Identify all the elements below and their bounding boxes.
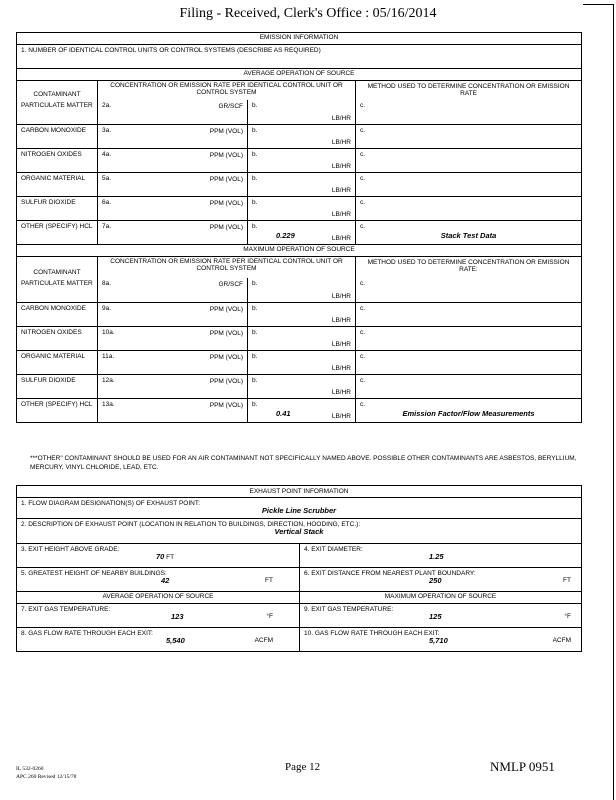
unit-label: LB/HR: [331, 234, 351, 242]
unit-label: PPM (VOL): [209, 330, 243, 337]
exit-height-field[interactable]: [17, 544, 299, 567]
exit-diameter-field[interactable]: [299, 544, 581, 567]
document-id: NMLP 0951: [490, 759, 555, 774]
avg-exit-gas-temperature-field[interactable]: [17, 604, 299, 627]
method-field[interactable]: [355, 351, 581, 374]
field-label: c.: [360, 353, 366, 360]
field-label: b.: [252, 127, 258, 134]
method-field[interactable]: [355, 303, 581, 326]
field-label: b.: [252, 223, 258, 230]
concentration-field[interactable]: [97, 327, 247, 350]
concentration-field[interactable]: [97, 100, 247, 124]
unit-label: GR/SCF: [218, 103, 243, 110]
field-value: 0.229: [276, 231, 295, 241]
field-label: 5a.: [102, 175, 112, 182]
method-field[interactable]: [355, 278, 581, 302]
contaminant-row: [17, 172, 581, 196]
field-label: 10a.: [102, 329, 115, 336]
emission-rate-field[interactable]: [247, 173, 355, 196]
unit-label: PPM (VOL): [209, 176, 243, 183]
emission-rate-field[interactable]: [247, 197, 355, 220]
other-contaminant-note: ***OTHER" CONTAMINANT SHOULD BE USED FOR AN AIR CONTAMINANT NOT SPECIFICALLY NAMED ABOVE. POSSIBLE OTHER CONTAMINANTS ARE ASBESTOS, BERYLLIUM, MERCURY, VINYL CHLORIDE, LEAD, ETC.: [30, 455, 577, 472]
contaminant-name: NITROGEN OXIDES: [21, 329, 82, 336]
field-label: b.: [252, 280, 258, 287]
field-label: c.: [360, 127, 366, 134]
field-value: Vertical Stack: [274, 527, 324, 537]
field-value: 125: [429, 612, 442, 622]
field-label: b.: [252, 401, 258, 408]
field-label: 11a.: [102, 353, 115, 360]
field-label: 7a.: [102, 223, 112, 230]
method-field[interactable]: [355, 149, 581, 172]
field-label: c.: [360, 329, 366, 336]
contaminant-name: SULFUR DIOXIDE: [21, 199, 76, 206]
exhaust-description-field[interactable]: [17, 519, 581, 543]
field-label: 12a.: [102, 377, 115, 384]
field-label: c.: [360, 401, 366, 408]
field-label: 2a.: [102, 102, 112, 109]
unit-label: PPM (VOL): [209, 224, 243, 231]
field-label: b.: [252, 151, 258, 158]
field-value: 123: [171, 612, 184, 622]
concentration-field[interactable]: [97, 125, 247, 148]
field-unit: ACFM: [552, 637, 571, 645]
contaminant-row: [17, 374, 581, 398]
plant-boundary-distance-field[interactable]: [299, 568, 581, 591]
unit-label: PPM (VOL): [209, 128, 243, 135]
field-unit: FT: [166, 554, 175, 562]
concentration-field[interactable]: [97, 197, 247, 220]
field-unit: °F: [564, 613, 571, 621]
column-header: CONTAMINANT: [33, 268, 81, 276]
contaminant-row: [17, 196, 581, 220]
unit-label: PPM (VOL): [209, 402, 243, 409]
field-value: 5,540: [166, 636, 185, 646]
field-label: 9a.: [102, 305, 112, 312]
page-edge-line: [583, 4, 614, 5]
unit-label: LB/HR: [331, 210, 351, 218]
emission-rate-field[interactable]: [247, 375, 355, 398]
field-label: 3. EXIT HEIGHT ABOVE GRADE:: [21, 546, 120, 553]
contaminant-row: [17, 350, 581, 374]
method-field[interactable]: [355, 197, 581, 220]
field-label: b.: [252, 102, 258, 109]
field-value: Pickle Line Scrubber: [261, 506, 337, 516]
field-label: 4. EXIT DIAMETER:: [304, 546, 363, 553]
emission-rate-field[interactable]: [247, 303, 355, 326]
field-value: 5,710: [429, 636, 448, 646]
emission-rate-field[interactable]: [247, 327, 355, 350]
emission-rate-field[interactable]: [247, 399, 355, 422]
field-label: 6. EXIT DISTANCE FROM NEAREST PLANT BOUNDARY:: [304, 570, 476, 577]
column-header: CONCENTRATION OR EMISSION RATE PER IDENTICAL CONTROL UNIT OR CONTROL SYSTEM: [97, 257, 355, 278]
concentration-field[interactable]: [97, 278, 247, 302]
method-field[interactable]: [355, 375, 581, 398]
field-label: b.: [252, 305, 258, 312]
contaminant-row: [17, 278, 581, 302]
contaminant-row: [17, 398, 581, 422]
contaminant-row: [17, 220, 581, 244]
unit-label: LB/HR: [331, 186, 351, 194]
field-label: b.: [252, 175, 258, 182]
field-label: 1. FLOW DIAGRAM DESIGNATION(S) OF EXHAUST POINT:: [21, 500, 200, 507]
field-label: 10. GAS FLOW RATE THROUGH EACH EXIT:: [304, 630, 440, 637]
emission-rate-field[interactable]: [247, 278, 355, 302]
contaminant-row: [17, 124, 581, 148]
method-field[interactable]: [355, 100, 581, 124]
emission-rate-field[interactable]: [247, 221, 355, 244]
nearby-buildings-height-field[interactable]: [17, 568, 299, 591]
unit-label: PPM (VOL): [209, 354, 243, 361]
section-title: EXHAUST POINT INFORMATION: [249, 488, 349, 495]
field-value: Stack Test Data: [440, 231, 497, 241]
field-label: c.: [360, 280, 366, 287]
unit-label: LB/HR: [331, 364, 351, 372]
field-unit: FT: [265, 577, 273, 585]
field-value: 250: [429, 576, 442, 586]
unit-label: LB/HR: [331, 138, 351, 146]
method-field[interactable]: [355, 125, 581, 148]
field-label: b.: [252, 199, 258, 206]
contaminant-row: [17, 302, 581, 326]
field-unit: °F: [266, 613, 273, 621]
concentration-field[interactable]: [97, 375, 247, 398]
form-code: [16, 765, 76, 782]
contaminant-name: CARBON MONOXIDE: [21, 127, 87, 134]
page-number: Page 12: [285, 761, 321, 773]
flow-diagram-field[interactable]: [17, 498, 581, 518]
field-label: 8a.: [102, 280, 112, 287]
field-label: 4a.: [102, 151, 112, 158]
avg-gas-flow-rate-field[interactable]: [17, 628, 299, 651]
field-label: 1. NUMBER OF IDENTICAL CONTROL UNITS OR CONTROL SYSTEMS (DESCRIBE AS REQUIRED): [21, 47, 321, 54]
contaminant-name: OTHER (SPECIFY) HCL: [21, 223, 93, 230]
unit-label: LB/HR: [331, 292, 351, 300]
contaminant-name: ORGANIC MATERIAL: [21, 353, 86, 360]
field-value: Emission Factor/Flow Measurements: [402, 409, 535, 419]
unit-label: GR/SCF: [218, 281, 243, 288]
field-label: c.: [360, 175, 366, 182]
concentration-field[interactable]: [97, 303, 247, 326]
page-edge-line: [613, 4, 614, 800]
field-label: c.: [360, 102, 366, 109]
emission-rate-field[interactable]: [247, 125, 355, 148]
field-label: c.: [360, 151, 366, 158]
section-title: AVERAGE OPERATION OF SOURCE: [102, 593, 214, 600]
field-unit: ACFM: [254, 637, 273, 645]
contaminant-name: SULFUR DIOXIDE: [21, 377, 76, 384]
field-label: c.: [360, 377, 366, 384]
concentration-field[interactable]: [97, 149, 247, 172]
unit-label: LB/HR: [331, 412, 351, 420]
unit-label: PPM (VOL): [209, 152, 243, 159]
column-header: METHOD USED TO DETERMINE CONCENTRATION OR EMISSION RATE:: [355, 257, 581, 278]
section-title: MAXIMUM OPERATION OF SOURCE: [243, 246, 355, 253]
max-gas-flow-rate-field[interactable]: [299, 628, 581, 651]
emission-information-table: [16, 32, 582, 423]
unit-label: LB/HR: [331, 388, 351, 396]
field-label: 7. EXIT GAS TEMPERATURE:: [21, 606, 111, 613]
method-field[interactable]: [355, 327, 581, 350]
emission-rate-field[interactable]: [247, 100, 355, 124]
concentration-field[interactable]: [97, 173, 247, 196]
field-unit: FT: [563, 577, 571, 585]
contaminant-name: NITROGEN OXIDES: [21, 151, 82, 158]
field-label: 3a.: [102, 127, 112, 134]
contaminant-name: OTHER (SPECIFY) HCL: [21, 401, 93, 408]
field-label: 9. EXIT GAS TEMPERATURE:: [304, 606, 394, 613]
field-label: 2. DESCRIPTION OF EXHAUST POINT (LOCATION IN RELATION TO BUILDINGS, DIRECTION, HOODING, ETC.):: [21, 521, 361, 528]
max-exit-gas-temperature-field[interactable]: [299, 604, 581, 627]
field-label: c.: [360, 199, 366, 206]
contaminant-name: PARTICULATE MATTER: [21, 280, 93, 287]
field-value: 0.41: [276, 409, 291, 419]
unit-label: LB/HR: [331, 340, 351, 348]
contaminant-row: [17, 326, 581, 350]
field-label: b.: [252, 329, 258, 336]
method-field[interactable]: [355, 173, 581, 196]
contaminant-row: [17, 148, 581, 172]
contaminant-row: [17, 100, 581, 124]
field-value: 42: [161, 576, 170, 586]
method-field[interactable]: [355, 221, 581, 244]
field-label: b.: [252, 377, 258, 384]
section-title: MAXIMUM OPERATION OF SOURCE: [299, 592, 581, 603]
identical-units-field[interactable]: [17, 45, 581, 68]
field-label: 13a.: [102, 401, 115, 408]
unit-label: PPM (VOL): [209, 306, 243, 313]
contaminant-name: CARBON MONOXIDE: [21, 305, 87, 312]
unit-label: LB/HR: [331, 114, 351, 122]
form-revision-line: APC 260 Revised 12/15/78: [16, 774, 77, 781]
section-title: AVERAGE OPERATION OF SOURCE: [243, 70, 355, 77]
section-title: EMISSION INFORMATION: [259, 34, 339, 41]
field-label: 6a.: [102, 199, 112, 206]
unit-label: PPM (VOL): [209, 378, 243, 385]
unit-label: LB/HR: [331, 316, 351, 324]
unit-label: PPM (VOL): [209, 200, 243, 207]
method-field[interactable]: [355, 399, 581, 422]
field-value: 70: [156, 552, 165, 562]
concentration-field[interactable]: [97, 399, 247, 422]
column-header: METHOD USED TO DETERMINE CONCENTRATION OR EMISSION RATE: [355, 81, 581, 100]
field-value: 1.25: [429, 552, 444, 562]
emission-rate-field[interactable]: [247, 351, 355, 374]
field-label: b.: [252, 353, 258, 360]
field-label: c.: [360, 305, 366, 312]
column-header: CONCENTRATION OR EMISSION RATE PER IDENTICAL CONTROL UNIT OR CONTROL SYSTEM: [97, 81, 355, 100]
form-code-line: IL 532-0260: [16, 766, 44, 772]
concentration-field[interactable]: [97, 221, 247, 244]
field-label: 5. GREATEST HEIGHT OF NEARBY BUILDINGS:: [21, 570, 167, 577]
contaminant-name: ORGANIC MATERIAL: [21, 175, 86, 182]
contaminant-name: PARTICULATE MATTER: [21, 102, 93, 109]
column-header: CONTAMINANT: [33, 90, 81, 98]
exhaust-point-table: [16, 485, 582, 652]
field-label: c.: [360, 223, 366, 230]
unit-label: LB/HR: [331, 162, 351, 170]
concentration-field[interactable]: [97, 351, 247, 374]
filing-stamp: Filing - Received, Clerk's Office : 05/16/2014: [179, 6, 437, 21]
emission-rate-field[interactable]: [247, 149, 355, 172]
field-label: 8. GAS FLOW RATE THROUGH EACH EXIT:: [21, 630, 153, 637]
